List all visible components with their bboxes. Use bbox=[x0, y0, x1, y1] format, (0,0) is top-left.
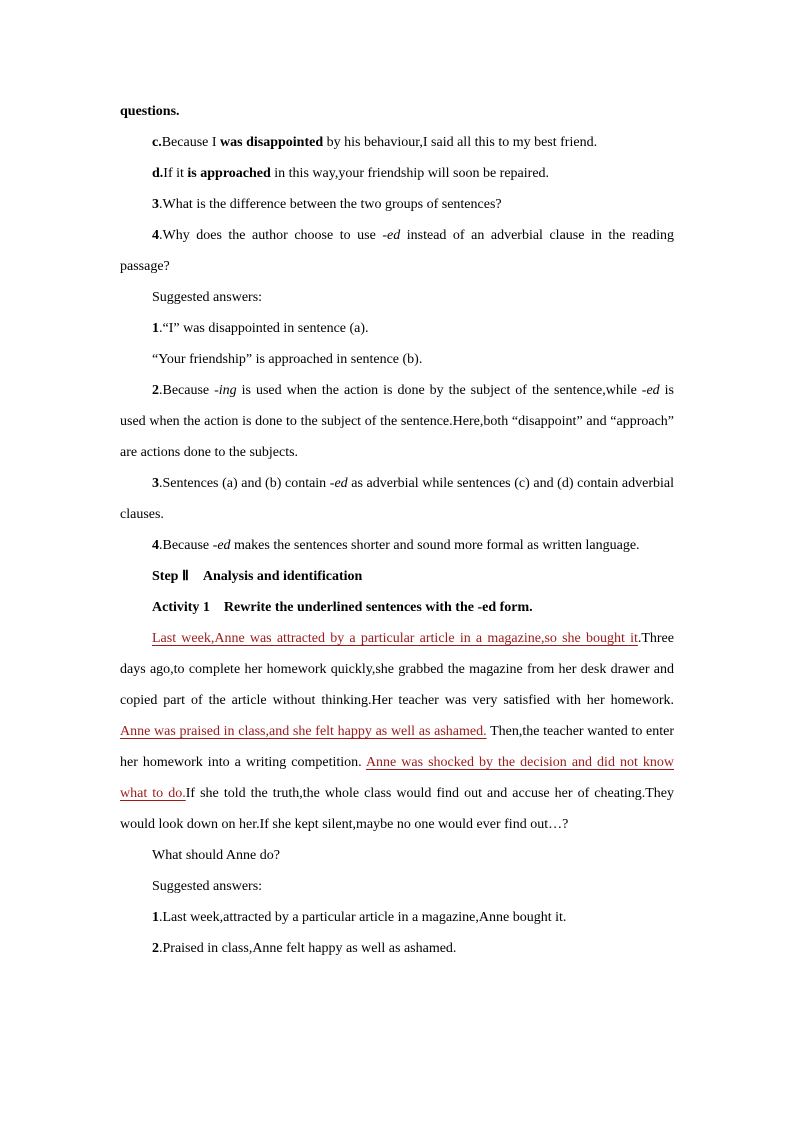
sentence-d: d.If it is approached in this way,your friendship will soon be repaired. bbox=[152, 166, 550, 181]
suggested-answers-heading-2: Suggested answers: bbox=[152, 879, 263, 894]
story-paragraph: Last week,Anne was attracted by a particular article in a magazine,so she bought it.Three days ago,to complete her homework quickly,she grabbed the magazine from her desk drawer and copied part of the article without thinking.Her teacher was very satisfied with her homework. Anne was praised in class,and she felt happy as well as ashamed. Then,the teacher wanted to enter her homework into a writing competition. Anne was shocked by the decision and did not know what to do.If she told the truth,the whole class would find out and accuse her of cheating.They would look down on her.If she kept silent,maybe no one would ever find out…? bbox=[120, 631, 675, 832]
answer-4: 4.Because -ed makes the sentences shorter and sound more formal as written language. bbox=[152, 538, 640, 553]
answer-3: 3.Sentences (a) and (b) contain -ed as adverbial while sentences (c) and (d) contain adverbial clauses. bbox=[120, 476, 674, 522]
questions-heading: questions. bbox=[120, 104, 180, 119]
underlined-sentence-3: Anne was shocked by the decision and did not know what to do. bbox=[120, 755, 674, 801]
step-2-heading: Step Ⅱ Analysis and identification bbox=[152, 569, 363, 584]
rewrite-answer-1: 1.Last week,attracted by a particular article in a magazine,Anne bought it. bbox=[152, 910, 567, 925]
answer-2: 2.Because -ing is used when the action is done by the subject of the sentence,while -ed is used when the action is done to the subject of the sentence.Here,both “disappoint” and “approach” are actions done to the subjects. bbox=[120, 383, 674, 460]
underlined-sentence-1: Last week,Anne was attracted by a particular article in a magazine,so she bought it bbox=[152, 631, 638, 646]
question-what-should-anne-do: What should Anne do? bbox=[152, 848, 280, 863]
question-4: 4.Why does the author choose to use -ed instead of an adverbial clause in the reading passage? bbox=[120, 228, 674, 274]
document-page bbox=[120, 96, 674, 964]
answer-1-continued: “Your friendship” is approached in sentence (b). bbox=[152, 352, 423, 367]
activity-1-heading: Activity 1 Rewrite the underlined sentences with the -ed form. bbox=[152, 600, 533, 615]
answer-1: 1.“I” was disappointed in sentence (a). bbox=[152, 321, 369, 336]
rewrite-answer-2: 2.Praised in class,Anne felt happy as well as ashamed. bbox=[152, 941, 457, 956]
suggested-answers-heading: Suggested answers: bbox=[152, 290, 263, 305]
sentence-c: c.Because I was disappointed by his behaviour,I said all this to my best friend. bbox=[152, 135, 598, 150]
question-3: 3.What is the difference between the two groups of sentences? bbox=[152, 197, 502, 212]
underlined-sentence-2: Anne was praised in class,and she felt happy as well as ashamed. bbox=[120, 724, 487, 739]
